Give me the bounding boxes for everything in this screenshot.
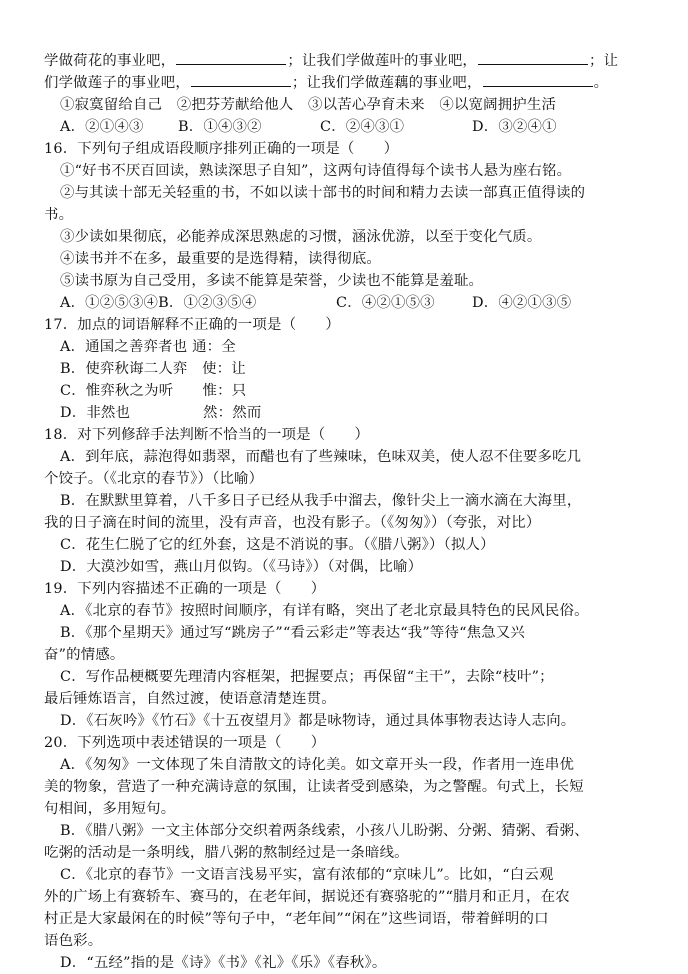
q16-sentence-3: ③少读如果彻底，必能养成深思熟虑的习惯，涵泳优游，以至于变化气质。: [60, 229, 542, 245]
q18-option-a-line1: A．到年底，蒜泡得如翡翠，而醋也有了些辣味，色味双美，使人忍不住要多吃几: [60, 449, 582, 465]
q18-option-b-line2: 我的日子滴在时间的流里，没有声音，也没有影子。（《匆匆》）（夸张，对比）: [44, 515, 541, 531]
q16-option-d: D．④②①③⑤: [472, 295, 572, 311]
q17-option-b: B．使弈秋诲二人弈 使：让: [60, 361, 246, 377]
answer-blank: [478, 50, 588, 65]
q15-line1-text-b: ；让我们学做莲叶的事业吧，: [287, 53, 478, 69]
q19-option-b-line1: B．《那个星期天》通过写“跳房子”“看云彩走”等表达“我”等待“焦急又兴: [60, 625, 526, 641]
q16-stem: 16．下列句子组成语段顺序排列正确的一项是（ ）: [44, 141, 399, 157]
q20-option-a-line1: A．《匆匆》一文体现了朱自清散文的诗化美。如文章开头一段，作者用一连串优: [60, 757, 575, 773]
q15-items: ①寂寞留给自己 ②把芬芳献给他人 ③以苦心孕育未来 ④以宽阔拥护生活: [60, 97, 557, 113]
q19-option-c-line1: C．写作品梗概要先理清内容框架，把握要点；再保留“主干”，去除“枝叶”；: [60, 669, 554, 685]
q16-sentence-4: ④读书并不在多，最重要的是选得精，读得彻底。: [60, 251, 381, 267]
q20-stem: 20．下列选项中表述错误的一项是（ ）: [44, 735, 326, 751]
q15-line-2: [44, 72, 608, 94]
q20-option-b-line2: 吃粥的活动是一条明线，腊八粥的熬制经过是一条暗线。: [44, 845, 409, 861]
q17-option-c: C．惟弈秋之为听 惟：只: [60, 383, 247, 399]
q15-option-b: B．①④③②: [178, 119, 262, 135]
q16-sentence-2b: 书。: [44, 207, 74, 223]
q18-option-d: D．大漠沙如雪，燕山月似钩。（《马诗》）（对偶，比喻）: [60, 559, 423, 575]
q19-option-c-line2: 最后锤炼语言，自然过渡，使语意清楚连贯。: [44, 691, 336, 707]
q15-line1-text-c: ；让: [589, 53, 619, 69]
q20-option-b-line1: B．《腊八粥》一文主体部分交织着两条线索，小孩八儿盼粥、分粥、猜粥、看粥、: [60, 823, 589, 839]
q18-stem: 18．对下列修辞手法判断不恰当的一项是（ ）: [44, 427, 370, 443]
q17-stem: 17．加点的词语解释不正确的一项是（ ）: [44, 317, 340, 333]
q18-option-c: C．花生仁脱了它的红外套，这是不消说的事。（《腊八粥》）（拟人）: [60, 537, 495, 553]
q20-option-c-line3: 村正是大家最闲在的时候”等句子中，“老年间”“闲在”这些词语，带着鲜明的口: [44, 911, 549, 927]
q17-option-d: D．非然也 然：然而: [60, 405, 262, 421]
q15-line2-text-b: ；让我们学做莲藕的事业吧，: [291, 75, 482, 91]
q20-option-c-line4: 语色彩。: [44, 933, 103, 949]
q15-line2-text-c: 。: [593, 75, 609, 91]
q20-option-a-line3: 句相间，多用短句。: [44, 801, 176, 817]
q15-line2-text-a: 们学做莲子的事业吧，: [44, 75, 190, 91]
q20-option-c-line2: 外的广场上有赛轿车、赛马的，在老年间，据说还有赛骆驼的”“腊月和正月，在农: [44, 889, 570, 905]
q20-option-d: D．“五经”指的是《诗》《书》《礼》《乐》《春秋》。: [60, 955, 387, 971]
q19-option-d: D．《石灰吟》《竹石》《十五夜望月》都是咏物诗，通过具体事物表达诗人志向。: [60, 713, 576, 729]
q19-option-a: A．《北京的春节》按照时间顺序，有详有略，突出了老北京最具特色的民风民俗。: [60, 603, 589, 619]
answer-blank: [176, 50, 286, 65]
q16-sentence-2a: ②与其读十部无关轻重的书，不如以读十部书的时间和精力去读一部真正值得读的: [60, 185, 586, 201]
q15-line1-text-a: 学做荷花的事业吧，: [44, 53, 176, 69]
q16-option-ab: A．①②⑤③④B．①②③⑤④: [60, 295, 257, 311]
q18-option-a-line2: 个饺子。（《北京的春节》）（比喻）: [44, 471, 264, 487]
q16-option-c: C．④②①⑤③: [336, 295, 435, 311]
answer-blank: [483, 72, 593, 87]
q20-option-c-line1: C．《北京的春节》一文语言浅易平实，富有浓郁的“京味儿”。比如，“白云观: [60, 867, 554, 883]
q15-option-c: C．②④③①: [320, 119, 405, 135]
q16-sentence-5: ⑤读书原为自己受用，多读不能算是荣誉，少读也不能算是羞耻。: [60, 273, 484, 289]
q20-option-a-line2: 美的物象，营造了一种充满诗意的氛围，让读者受到感染，为之警醒。句式上，长短: [44, 779, 584, 795]
q15-line-1: [44, 50, 618, 72]
exam-page: [0, 8, 688, 971]
q18-option-b-line1: B．在默默里算着，八千多日子已经从我手中溜去，像针尖上一滴水滴在大海里，: [60, 493, 582, 509]
q16-sentence-1: ①“好书不厌百回读，熟读深思子自知”，这两句诗值得每个读书人悬为座右铭。: [60, 163, 572, 179]
q15-option-a: A．②①④③: [60, 119, 144, 135]
q19-stem: 19．下列内容描述不正确的一项是（ ）: [44, 581, 326, 597]
q17-option-a: A．通国之善弈者也 通：全: [60, 339, 236, 355]
q15-option-d: D．③②④①: [472, 119, 557, 135]
q19-option-b-line2: 奋”的情感。: [44, 647, 125, 663]
answer-blank: [191, 72, 291, 87]
